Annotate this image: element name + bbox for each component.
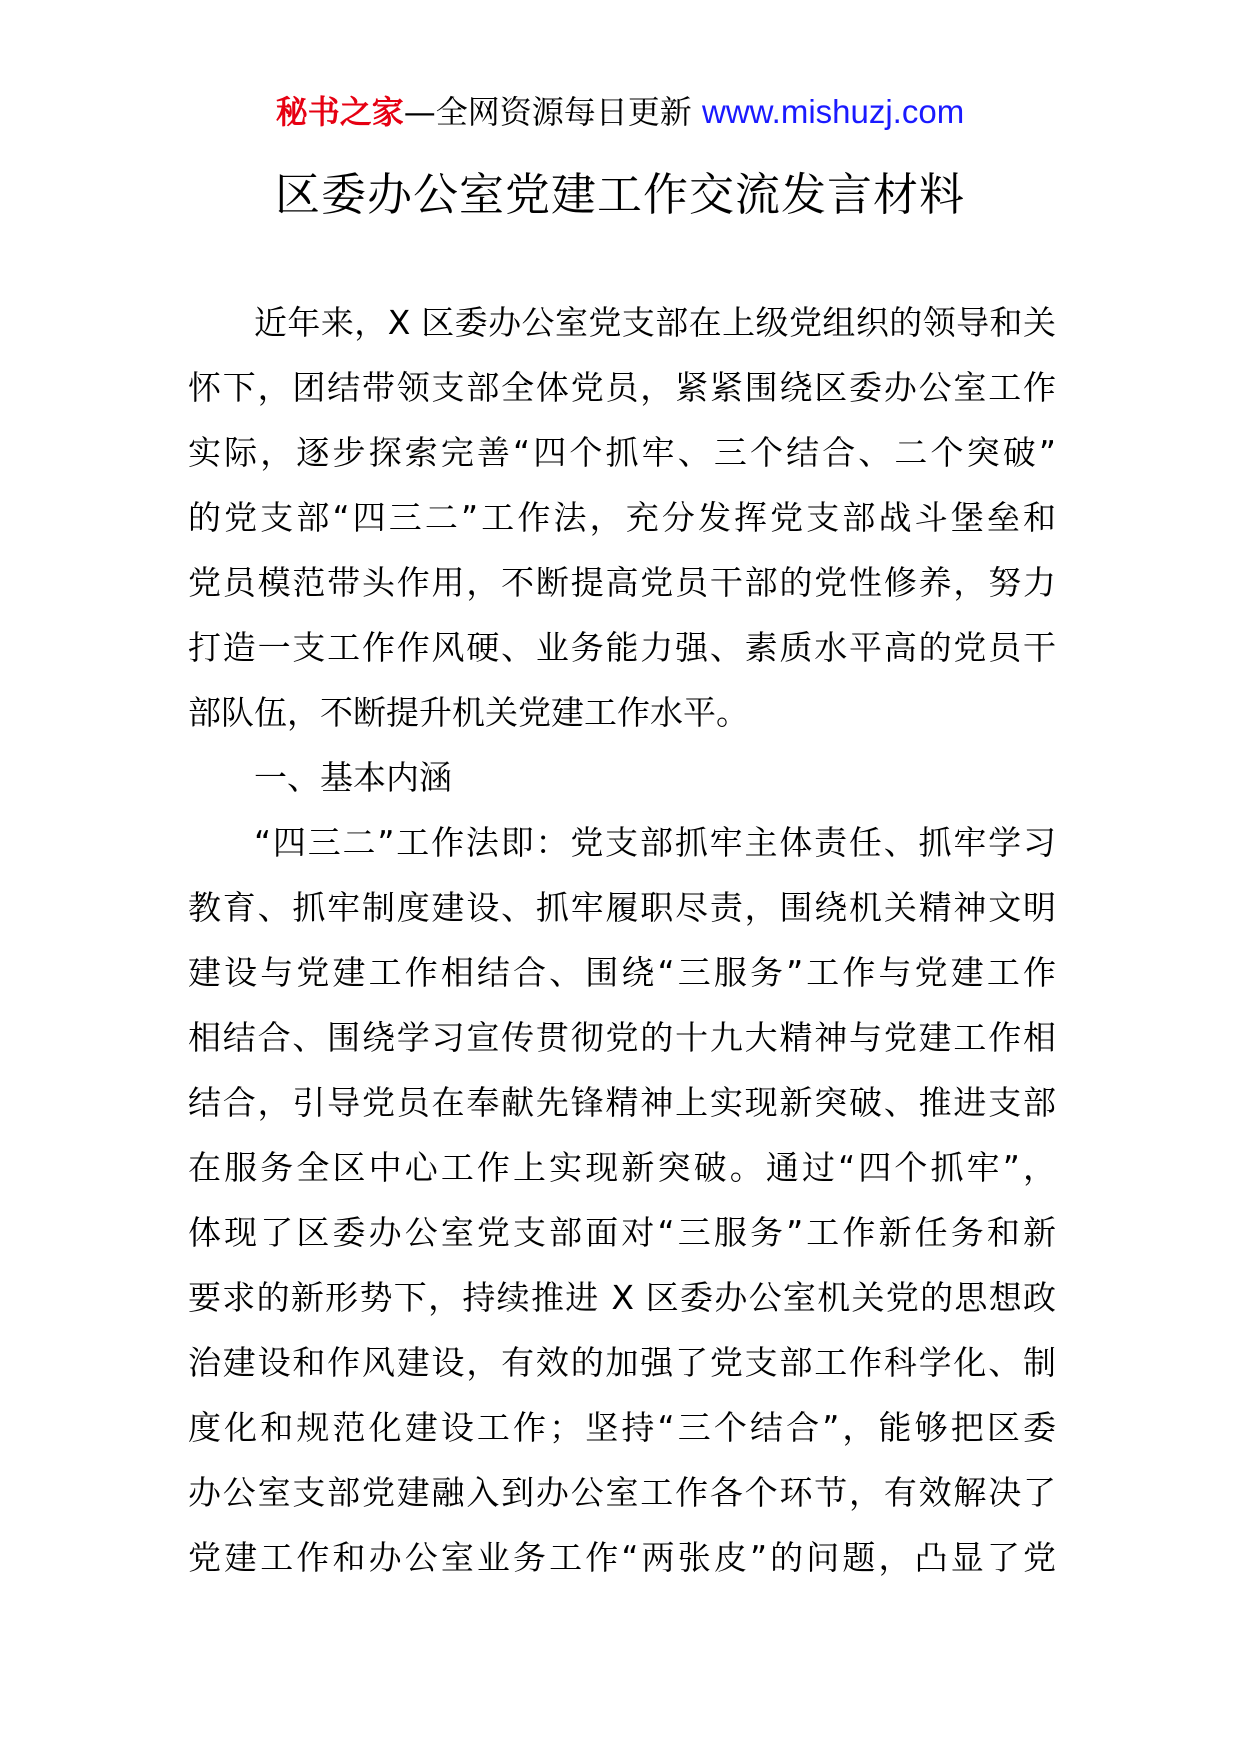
paragraph-line: 体现了区委办公室党支部面对“三服务”工作新任务和新: [188, 1213, 1056, 1252]
document-title: 区委办公室党建工作交流发言材料: [274, 168, 965, 221]
paragraph-line: 的党支部“四三二”工作法，充分发挥党支部战斗堡垒和: [188, 498, 1056, 537]
paragraph-line: 建设与党建工作相结合、围绕“三服务”工作与党建工作: [188, 953, 1056, 992]
paragraph-line: 教育、抓牢制度建设、抓牢履职尽责，围绕机关精神文明: [188, 888, 1056, 927]
website-link[interactable]: www.mishuzj.com: [701, 93, 965, 130]
paragraph-line: 近年来，X 区委办公室党支部在上级党组织的领导和关: [254, 303, 1056, 342]
site-banner: [0, 92, 1240, 132]
paragraph-line: 治建设和作风建设，有效的加强了党支部工作科学化、制: [188, 1343, 1056, 1382]
paragraph-line: 党员模范带头作用，不断提高党员干部的党性修养，努力: [188, 563, 1056, 602]
paragraph-line: 办公室支部党建融入到办公室工作各个环节，有效解决了: [188, 1473, 1056, 1512]
paragraph-line: 在服务全区中心工作上实现新突破。通过“四个抓牢”，: [188, 1148, 1056, 1187]
paragraph-line: 实际，逐步探索完善“四个抓牢、三个结合、二个突破”: [188, 433, 1056, 472]
paragraph-line: 结合，引导党员在奉献先锋精神上实现新突破、推进支部: [188, 1083, 1056, 1122]
paragraph-line: 相结合、围绕学习宣传贯彻党的十九大精神与党建工作相: [188, 1018, 1056, 1057]
banner-tagline: —全网资源每日更新: [403, 93, 692, 131]
paragraph-line: 部队伍，不断提升机关党建工作水平。: [188, 693, 749, 732]
document-body: [188, 290, 1056, 1590]
section-heading: 一、基本内涵: [254, 758, 452, 797]
paragraph-line: 怀下，团结带领支部全体党员，紧紧围绕区委办公室工作: [188, 368, 1056, 407]
brand-name: 秘书之家: [275, 93, 404, 131]
paragraph-line: 打造一支工作作风硬、业务能力强、素质水平高的党员干: [188, 628, 1056, 667]
paragraph-line: 党建工作和办公室业务工作“两张皮”的问题，凸显了党: [188, 1538, 1056, 1577]
paragraph-line: 度化和规范化建设工作；坚持“三个结合”，能够把区委: [188, 1408, 1056, 1447]
paragraph-line: 要求的新形势下，持续推进 X 区委办公室机关党的思想政: [188, 1278, 1056, 1317]
paragraph-line: “四三二”工作法即：党支部抓牢主体责任、抓牢学习: [254, 823, 1056, 862]
